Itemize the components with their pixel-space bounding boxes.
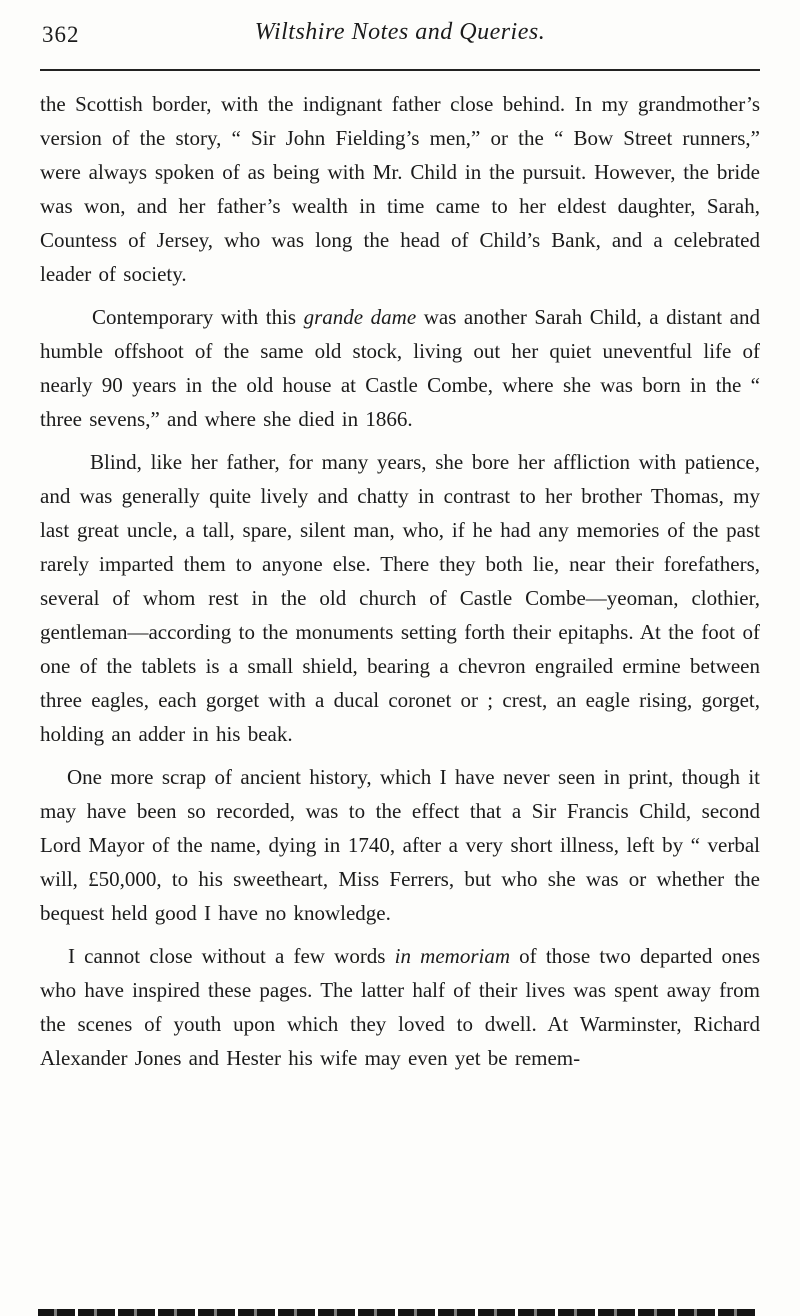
page-body xyxy=(40,71,760,1075)
paragraph xyxy=(40,87,760,291)
paragraph xyxy=(40,445,760,751)
paragraph-segment: I cannot close without a few words xyxy=(68,944,395,968)
paragraph-segment: was another Sarah Child, a distant and humble offshoot of the same old stock, living out her quiet uneventful life of nearly 90 years in the old house at Castle Combe, where she was born in the “ three sevens,” and where she died in 1866. xyxy=(40,305,760,431)
paragraph-segment-italic: grande dame xyxy=(303,305,417,329)
paragraph-segment: the Scottish border, with the indignant father close behind. In my grandmother’s version of the story, “ Sir John Fielding’s men,” or the “ Bow Street runners,” were always spoken of as being with Mr. Child in the pursuit. However, the bride was won, and her father’s wealth in time came to her eldest daughter, Sarah, Countess of Jersey, who was long the head of Child’s Bank, and a celebrated leader of society. xyxy=(40,92,760,286)
paragraph xyxy=(40,300,760,436)
paragraph-segment-italic: in memoriam xyxy=(394,944,510,968)
page-number: 362 xyxy=(42,22,80,47)
page-bottom-cutoff-text-artifact xyxy=(38,1309,756,1316)
paragraph xyxy=(40,760,760,930)
paragraph-segment: of those two departed ones who have inspired these pages. The latter half of their lives was spent away from the scenes of youth upon which they loved to dwell. At Warminster, Richard Alexander Jones and Hester his wife may even yet be remem- xyxy=(40,944,760,1070)
paragraph xyxy=(40,939,760,1075)
journal-title: Wiltshire Notes and Queries. xyxy=(254,19,546,45)
paragraph-segment: One more scrap of ancient history, which I have never seen in print, though it may have been so recorded, was to the effect that a Sir Francis Child, second Lord Mayor of the name, dying in 1740, after a very short illness, left by “ verbal will, £50,000, to his sweetheart, Miss Ferrers, but who she was or whether the bequest held good I have no knowledge. xyxy=(40,765,760,925)
paragraph-segment: Blind, like her father, for many years, she bore her affliction with patience, and was generally quite lively and chatty in contrast to her brother Thomas, my last great uncle, a tall, spare, silent man, who, if he had any memories of the past rarely imparted them to anyone else. There they both lie, near their forefathers, several of whom rest in the old church of Castle Combe—yeoman, clothier, gentleman—according to the monuments setting forth their epitaphs. At the foot of one of the tablets is a small shield, bearing a chevron engrailed ermine between three eagles, each gorget with a ducal coronet or ; crest, an eagle rising, gorget, holding an adder in his beak. xyxy=(40,450,760,746)
paragraph-segment: Contemporary with this xyxy=(92,305,304,329)
page-header xyxy=(40,14,760,58)
